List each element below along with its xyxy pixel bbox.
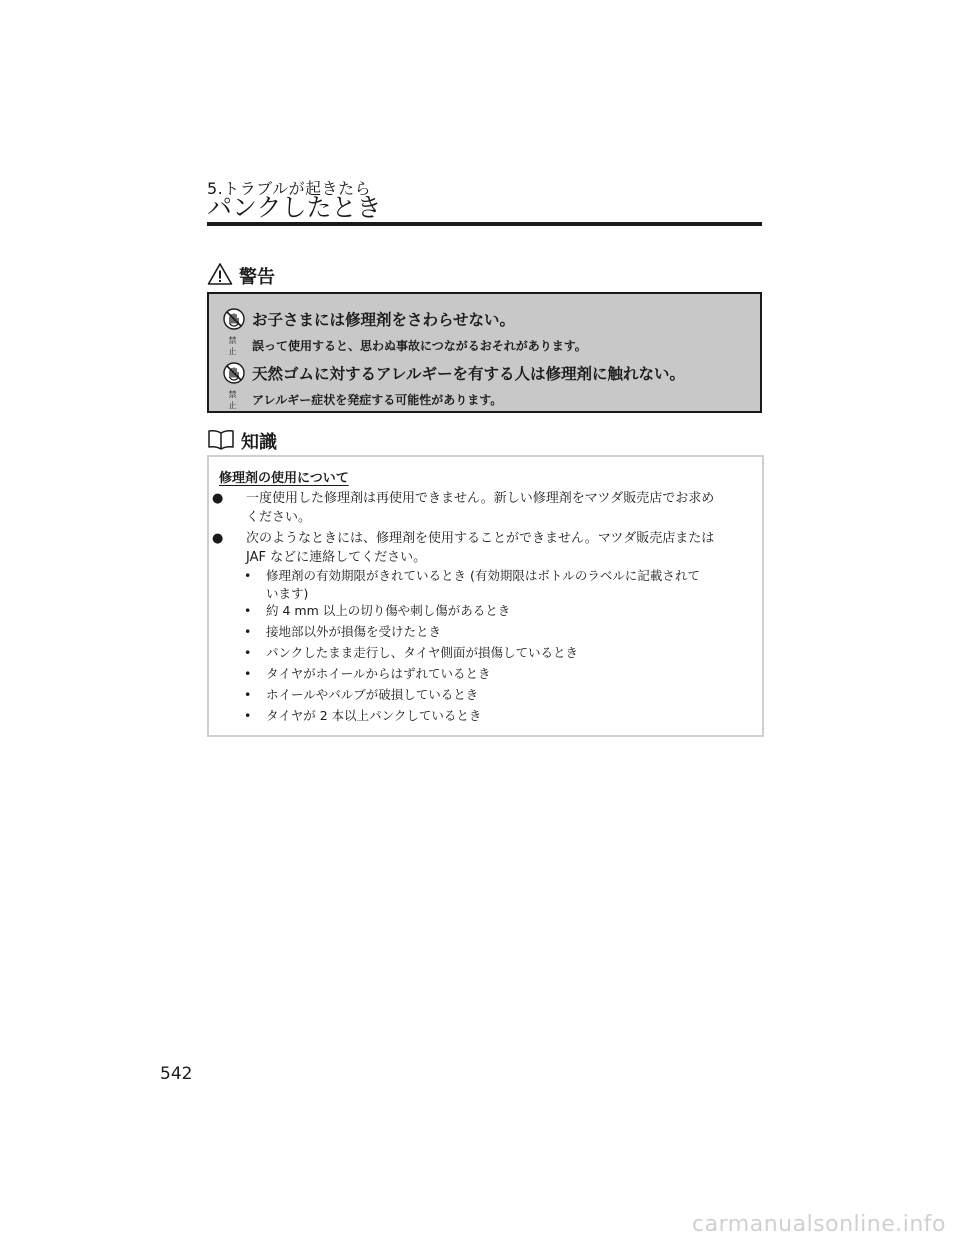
watermark: carmanualsonline.info — [692, 1212, 946, 1237]
open-book-icon — [207, 428, 235, 454]
prohibition-icon-label: 禁 止 — [228, 390, 240, 410]
prohibition-icon — [221, 308, 247, 357]
knowledge-label: 知識 — [241, 432, 277, 453]
chapter-label: 5.トラブルが起きたら — [207, 179, 372, 198]
page-number: 542 — [160, 1064, 193, 1084]
warning-item-description: アレルギー症状を発症する可能性があります。 — [252, 393, 503, 407]
section-title: 修理剤の使用について — [219, 471, 349, 486]
knowledge-box — [207, 455, 764, 737]
warning-item-title: 天然ゴムに対するアレルギーを有する人は修理剤に触れない。 — [252, 365, 685, 383]
knowledge-header — [207, 428, 277, 454]
list-item-text: 次のようなときには、修理剤を使用することができません。マツダ販売店または JAF などに連絡してください。 — [246, 531, 715, 565]
sub-bullet-dot: • — [244, 645, 252, 660]
warning-header — [207, 262, 275, 290]
sub-bullet-dot: • — [244, 687, 252, 702]
warning-item-title: お子さまには修理剤をさわらせない。 — [252, 311, 516, 329]
bullet-dot: ● — [212, 531, 224, 546]
prohibition-icon-label: 禁 止 — [228, 336, 240, 356]
warning-triangle-icon — [207, 262, 233, 290]
sub-bullet-dot: • — [244, 603, 252, 618]
list-item-text: 一度使用した修理剤は再使用できません。新しい修理剤をマツダ販売店でお求め ください。 — [246, 491, 715, 525]
sub-list-item-text: タイヤがホイールからはずれているとき — [266, 666, 491, 681]
sub-bullet-dot: • — [244, 568, 252, 583]
warning-box — [207, 292, 762, 413]
page-title: パンクしたとき — [207, 193, 382, 222]
sub-list-item-text: タイヤが 2 本以上パンクしているとき — [266, 708, 482, 723]
sub-bullet-dot: • — [244, 666, 252, 681]
bullet-dot: ● — [212, 491, 224, 506]
warning-label: 警告 — [239, 267, 275, 288]
sub-list-item-text: ホイールやバルブが破損しているとき — [266, 687, 479, 702]
sub-bullet-dot: • — [244, 708, 252, 723]
sub-bullet-dot: • — [244, 624, 252, 639]
sub-list-item-text: 接地部以外が損傷を受けたとき — [266, 624, 442, 639]
prohibition-icon — [221, 362, 247, 411]
title-rule — [207, 222, 762, 226]
sub-list-item-text: 約 4 mm 以上の切り傷や刺し傷があるとき — [266, 603, 511, 618]
warning-item-description: 誤って使用すると、思わぬ事故につながるおそれがあります。 — [252, 339, 587, 353]
sub-list-item-text: 修理剤の有効期限がきれているとき (有効期限はボトルのラベルに記載されて います) — [266, 568, 700, 601]
sub-list-item-text: パンクしたまま走行し、タイヤ側面が損傷しているとき — [266, 645, 579, 660]
